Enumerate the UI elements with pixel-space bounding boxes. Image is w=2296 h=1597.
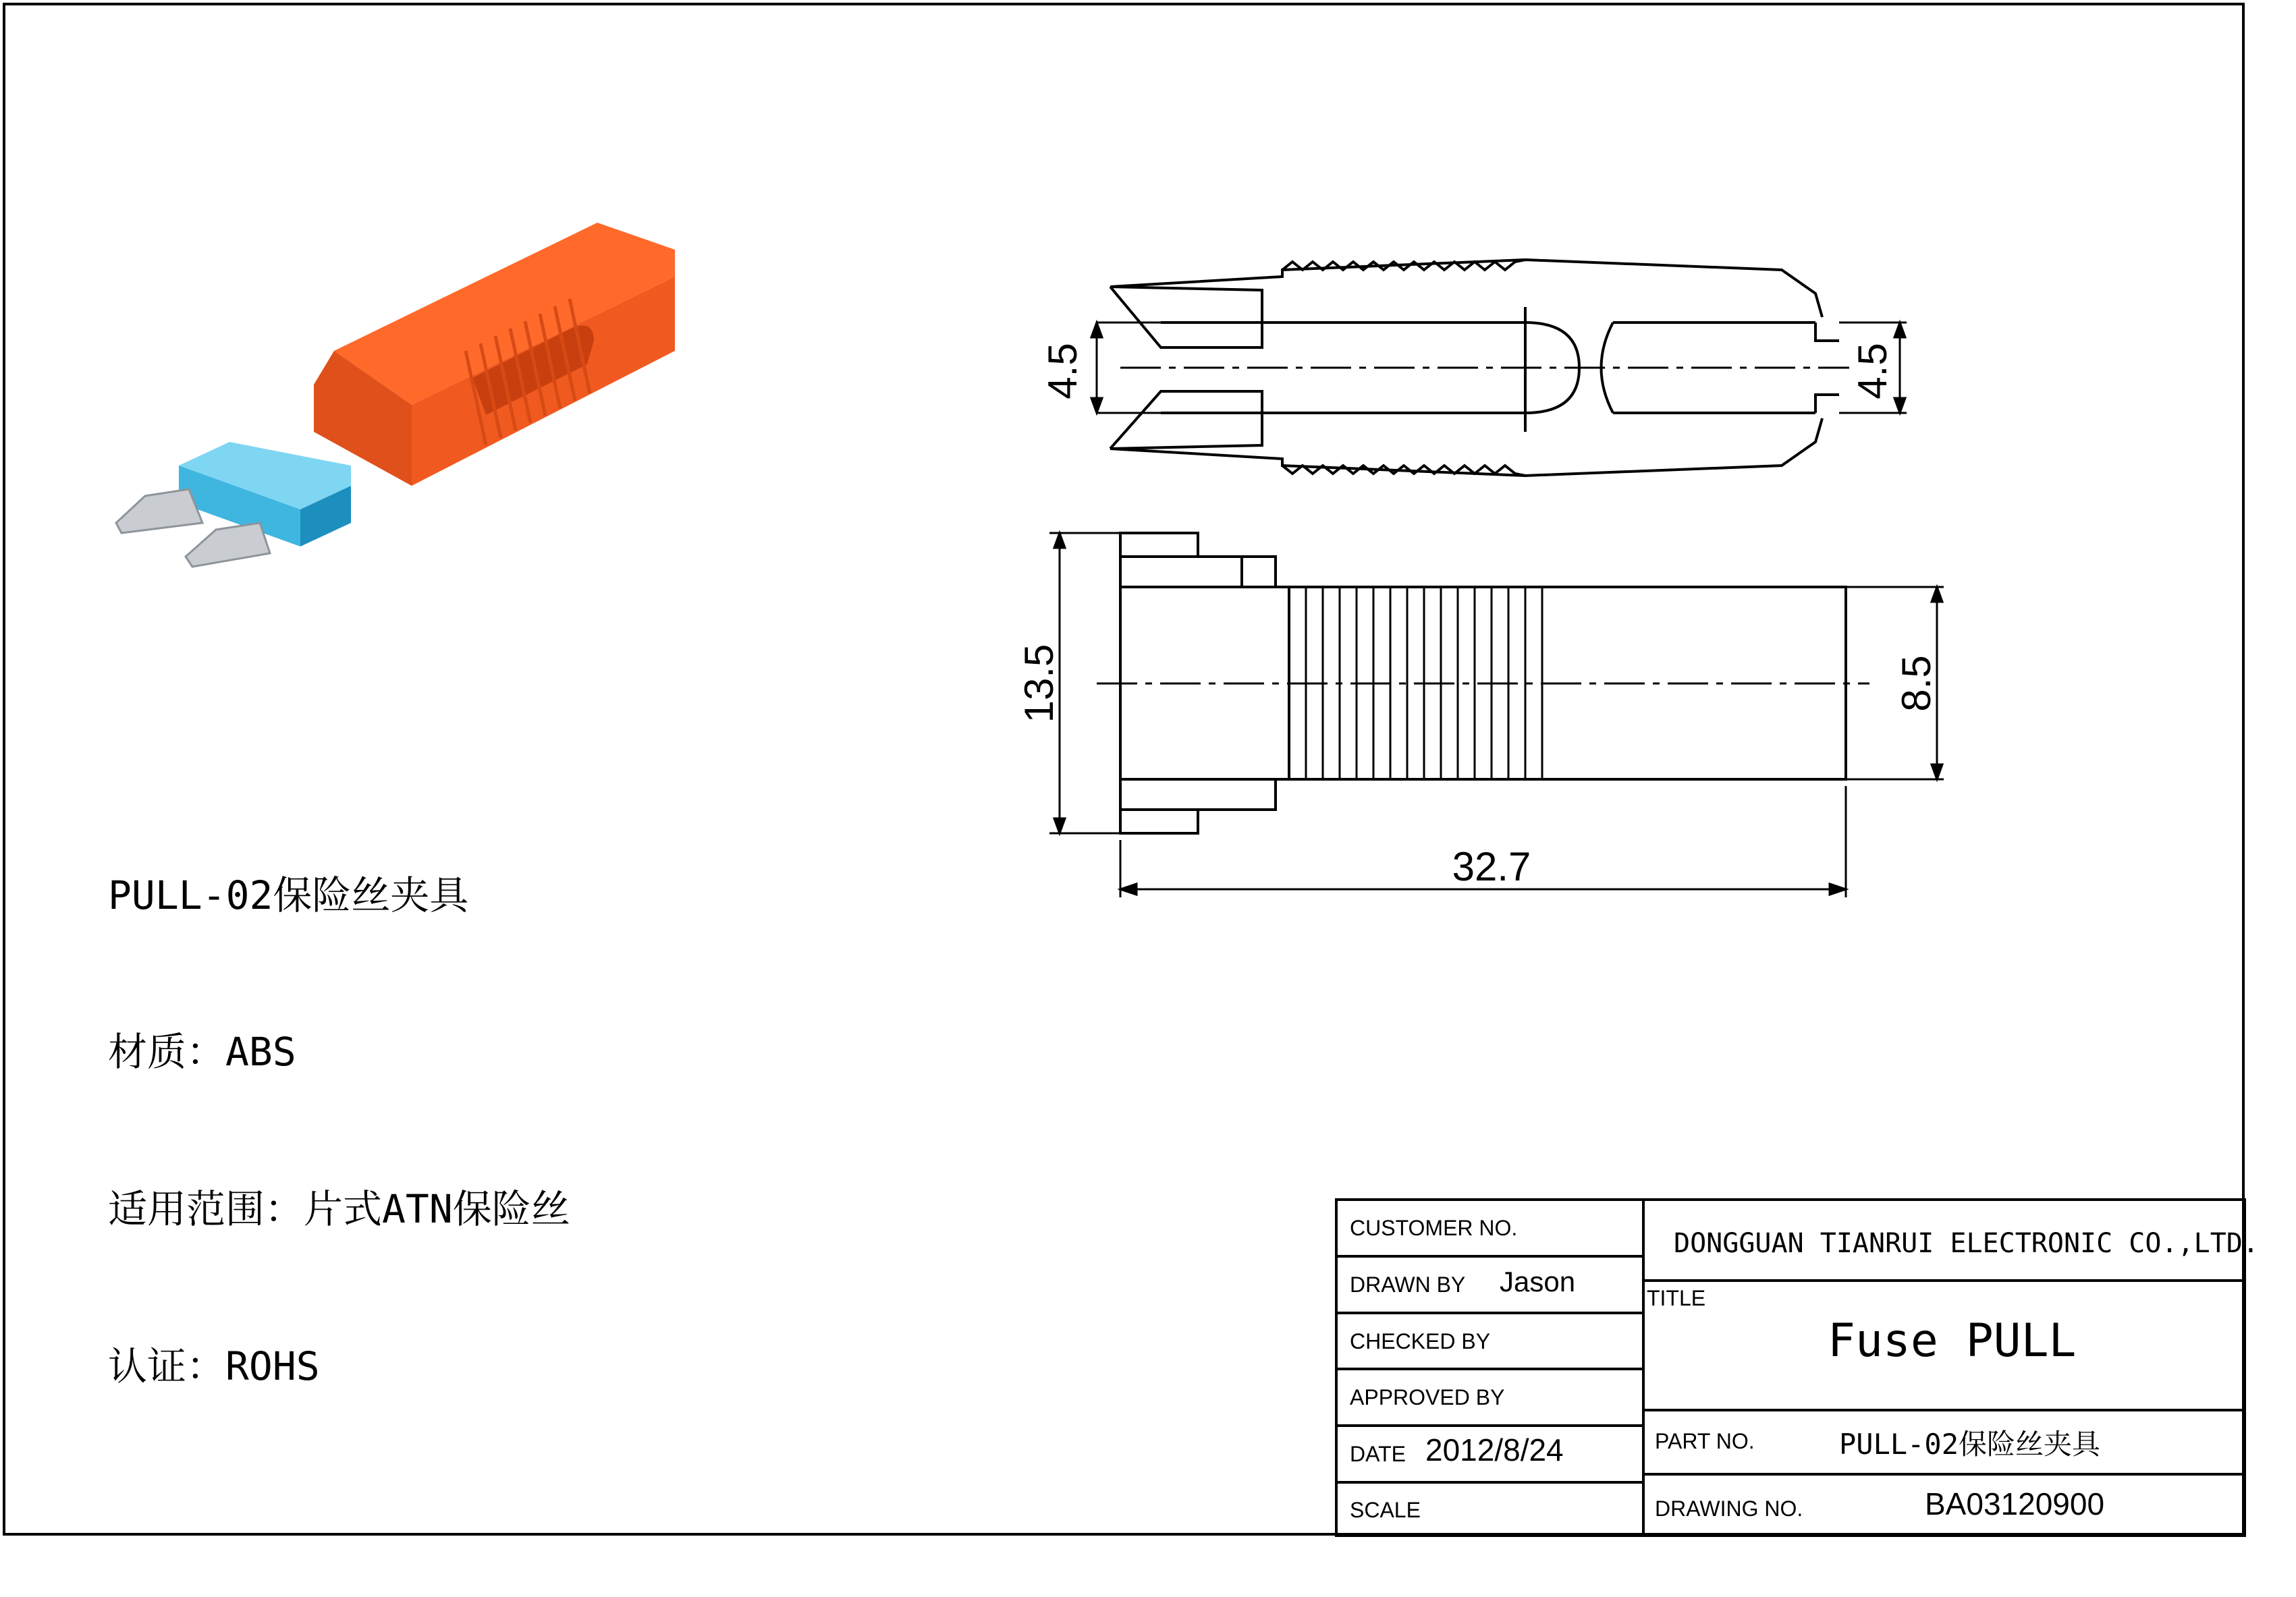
- approved-by-label: APPROVED BY: [1350, 1385, 1505, 1409]
- spec-certification: 认证：ROHS: [108, 1343, 320, 1389]
- drawing-no-value: BA03120900: [1925, 1486, 2105, 1521]
- spec-application: 适用范围：片式ATN保险丝: [108, 1186, 570, 1232]
- top-view-left-jaw-lower: [1110, 391, 1262, 449]
- fuse-blade-left: [116, 489, 202, 533]
- spec-material: 材质：ABS: [108, 1029, 296, 1075]
- side-view-lower-step: [1120, 779, 1276, 833]
- fuse-blade-right: [186, 523, 270, 567]
- dim-right-gap: 4.5: [1850, 343, 1895, 399]
- drawn-by-value: Jason: [1500, 1266, 1576, 1297]
- spec-model: PULL-02保险丝夹具: [108, 872, 469, 918]
- date-label: DATE: [1350, 1442, 1406, 1466]
- dim-left-gap: 4.5: [1040, 343, 1085, 399]
- date-value: 2012/8/24: [1425, 1432, 1564, 1467]
- scale-label: SCALE: [1350, 1498, 1421, 1522]
- title-label: TITLE: [1647, 1286, 1706, 1310]
- dim-length: 32.7: [1452, 844, 1531, 889]
- top-view-left-jaw-upper: [1110, 287, 1262, 347]
- company-name: DONGGUAN TIANRUI ELECTRONIC CO.,LTD.: [1674, 1228, 2259, 1259]
- dim-height: 13.5: [1016, 644, 1062, 723]
- side-view-upper-step: [1120, 533, 1276, 587]
- part-no-value: PULL-02保险丝夹具: [1839, 1428, 2101, 1461]
- drawn-by-label: DRAWN BY: [1350, 1272, 1466, 1297]
- product-photo: [116, 223, 675, 567]
- checked-by-label: CHECKED BY: [1350, 1329, 1491, 1353]
- customer-no-label: CUSTOMER NO.: [1350, 1216, 1518, 1240]
- title-value: Fuse PULL: [1828, 1314, 2077, 1368]
- part-no-label: PART NO.: [1655, 1429, 1755, 1453]
- drawing-no-label: DRAWING NO.: [1655, 1496, 1803, 1521]
- dim-body-height: 8.5: [1894, 655, 1939, 712]
